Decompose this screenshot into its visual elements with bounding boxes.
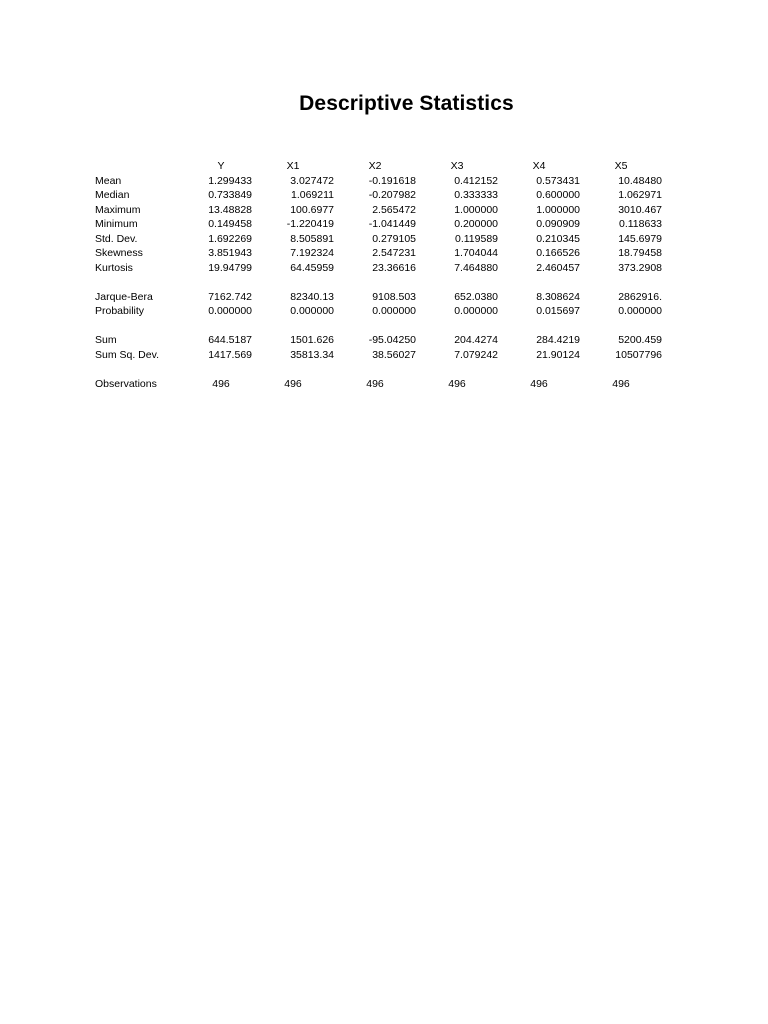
column-header-x5: X5: [614, 160, 628, 172]
table-cell: 0.412152: [454, 174, 498, 187]
table-cell: 82340.13: [290, 290, 334, 303]
table-cell: 7.192324: [290, 247, 334, 259]
table-cell: 64.45959: [290, 261, 334, 274]
row-label: Sum: [95, 334, 117, 346]
table-cell: 0.090909: [536, 218, 580, 230]
column-header-y: Y: [217, 160, 225, 172]
table-cell: 0.166526: [536, 247, 580, 259]
group-spacer: [95, 362, 662, 377]
row-label: Jarque-Bera: [95, 290, 153, 303]
row-label: Minimum: [95, 218, 138, 230]
table-cell: -1.041449: [368, 218, 416, 230]
table-cell: 0.118633: [618, 218, 662, 230]
page-title: Descriptive Statistics: [299, 92, 514, 115]
table-row: [95, 174, 662, 189]
row-label: Maximum: [95, 203, 141, 216]
table-row: [95, 290, 662, 305]
header-spacer: [95, 159, 190, 174]
table-header: [95, 159, 662, 174]
table-cell: 3.027472: [290, 174, 334, 187]
table-cell: 496: [284, 377, 302, 390]
table-cell: 496: [366, 377, 384, 390]
table-cell: 0.600000: [536, 189, 580, 201]
table-cell: 1.299433: [208, 174, 252, 187]
table-cell: 8.308624: [536, 290, 580, 303]
table-cell: 7.079242: [454, 348, 498, 361]
table-cell: 1.692269: [208, 232, 252, 245]
group-spacer: [95, 275, 662, 290]
row-label: Mean: [95, 174, 122, 187]
row-label: Kurtosis: [95, 261, 133, 274]
table-row: [95, 348, 662, 363]
table-row: [95, 246, 662, 261]
table-cell: 1.000000: [536, 203, 580, 216]
column-header-x3: X3: [450, 160, 464, 172]
table-cell: 0.000000: [454, 305, 498, 317]
table-row: [95, 232, 662, 247]
row-label: Skewness: [95, 247, 143, 259]
table-cell: 0.015697: [536, 305, 580, 317]
table-cell: 10507796: [615, 348, 662, 361]
table-cell: 21.90124: [536, 348, 580, 361]
table-cell: 145.6979: [618, 232, 662, 245]
table-cell: 38.56027: [372, 348, 416, 361]
group-spacer: [95, 319, 662, 334]
table-row: [95, 377, 662, 392]
table-row: [95, 261, 662, 276]
row-label: Probability: [95, 305, 145, 317]
table-row: [95, 304, 662, 319]
table-cell: 1417.569: [208, 348, 252, 361]
table-row: [95, 217, 662, 232]
table-cell: 3010.467: [618, 203, 662, 216]
table-cell: 496: [212, 377, 230, 390]
table-cell: 0.210345: [536, 232, 580, 245]
table-cell: 5200.459: [618, 334, 662, 346]
row-label: Observations: [95, 377, 157, 390]
table-cell: 3.851943: [208, 247, 252, 259]
table-cell: 0.733849: [208, 189, 252, 201]
table-cell: 1501.626: [290, 334, 334, 346]
descriptive-statistics-table: [95, 159, 662, 391]
table-cell: 496: [530, 377, 548, 390]
table-cell: 2.547231: [372, 247, 416, 259]
table-cell: 0.000000: [290, 305, 334, 317]
table-cell: 644.5187: [208, 334, 252, 346]
table-cell: -1.220419: [286, 218, 334, 230]
table-cell: 35813.34: [290, 348, 334, 361]
row-label: Median: [95, 189, 130, 201]
table-cell: 0.279105: [372, 232, 416, 245]
column-header-x1: X1: [286, 160, 300, 172]
table-cell: 9108.503: [372, 290, 416, 303]
table-cell: 2.565472: [372, 203, 416, 216]
header-row: [95, 159, 662, 174]
table-row: [95, 333, 662, 348]
table-cell: 204.4274: [454, 334, 498, 346]
table-cell: 1.069211: [290, 189, 334, 201]
table-cell: 373.2908: [618, 261, 662, 274]
table-cell: 18.79458: [618, 247, 662, 259]
table-cell: 1.704044: [454, 247, 498, 259]
table-cell: 1.062971: [618, 189, 662, 201]
table-cell: 0.000000: [618, 305, 662, 317]
table-cell: 23.36616: [372, 261, 416, 274]
table-cell: 13.48828: [208, 203, 252, 216]
table-cell: 496: [448, 377, 466, 390]
table-cell: 496: [612, 377, 630, 390]
table-cell: 652.0380: [454, 290, 498, 303]
table-row: [95, 203, 662, 218]
table-cell: 100.6977: [290, 203, 334, 216]
table-cell: 10.48480: [618, 174, 662, 187]
table-cell: -0.191618: [368, 174, 416, 187]
table-cell: 0.000000: [208, 305, 252, 317]
table-cell: 0.200000: [454, 218, 498, 230]
column-header-x4: X4: [532, 160, 546, 172]
table-row: [95, 188, 662, 203]
table-cell: 7162.742: [208, 290, 252, 303]
table-cell: -95.04250: [368, 334, 416, 346]
table-cell: 2862916.: [618, 290, 662, 303]
table-cell: 0.333333: [454, 189, 498, 201]
table-cell: 8.505891: [290, 232, 334, 245]
table-cell: -0.207982: [368, 189, 416, 201]
table-cell: 2.460457: [536, 261, 580, 274]
column-header-x2: X2: [368, 160, 382, 172]
table-cell: 19.94799: [208, 261, 252, 274]
table-cell: 0.000000: [372, 305, 416, 317]
spacer-cell: [95, 362, 662, 377]
table-cell: 284.4219: [536, 334, 580, 346]
table-body: [95, 174, 662, 392]
table-cell: 0.573431: [536, 174, 580, 187]
spacer-cell: [95, 319, 662, 334]
table-cell: 1.000000: [454, 203, 498, 216]
row-label: Sum Sq. Dev.: [95, 348, 159, 361]
spacer-cell: [95, 275, 662, 290]
table-cell: 0.149458: [208, 218, 252, 230]
table-cell: 7.464880: [454, 261, 498, 274]
table-cell: 0.119589: [454, 232, 498, 245]
row-label: Std. Dev.: [95, 232, 138, 245]
